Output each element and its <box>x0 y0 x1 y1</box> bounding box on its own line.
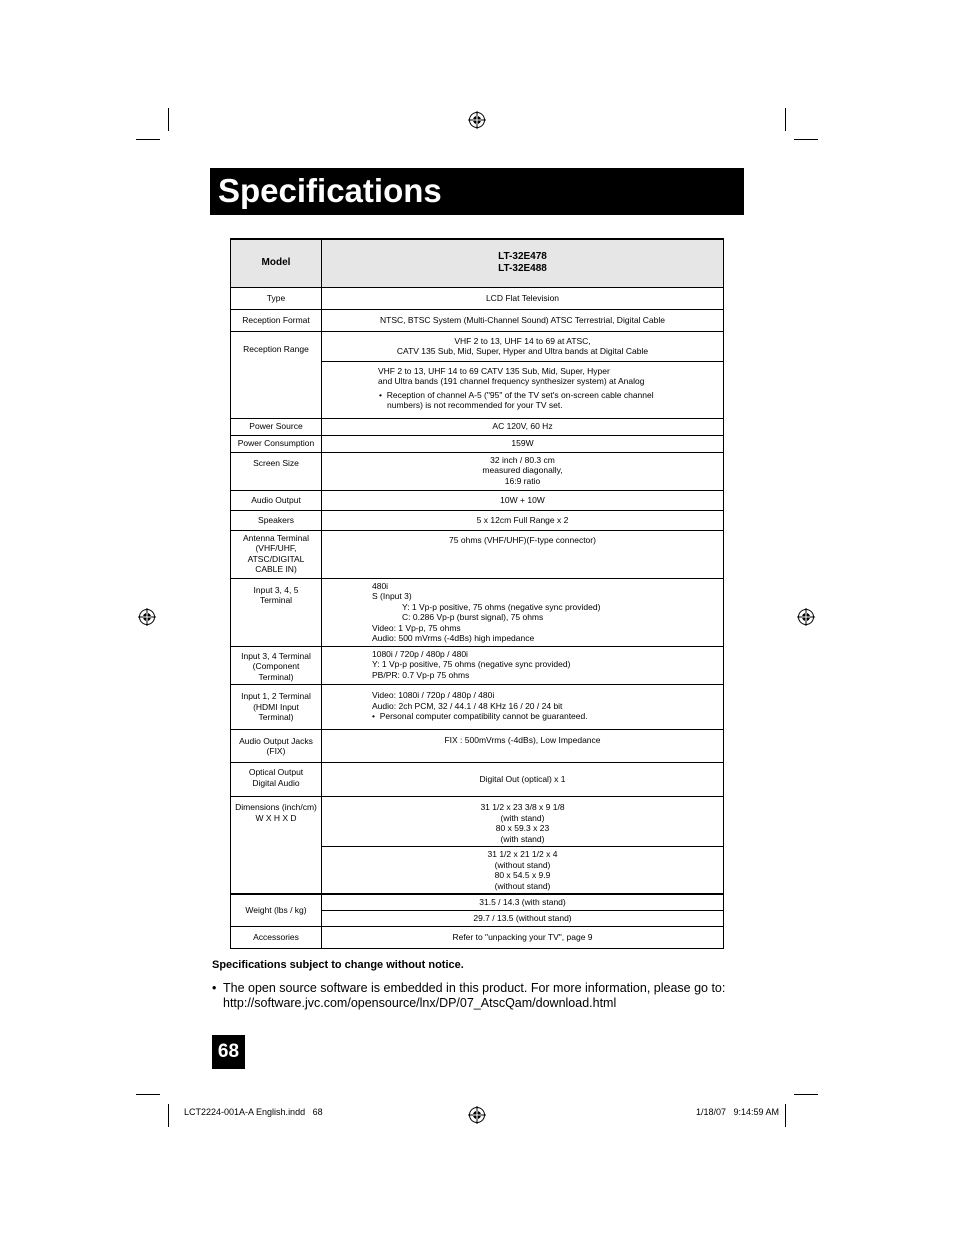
table-row <box>231 894 724 910</box>
row-value: 10W + 10W <box>322 490 724 510</box>
row-label: Antenna Terminal (VHF/UHF, ATSC/DIGITAL CABLE IN) <box>231 530 322 578</box>
open-source-note: • The open source software is embedded in this product. For more information, please go to: http://software.jvc.com/opensource/lnx/DP/07_AtscQam/download.html <box>212 981 752 1011</box>
bullet-icon: • <box>212 981 217 995</box>
registration-mark-icon <box>138 608 156 626</box>
row-label: Dimensions (inch/cm) W X H X D <box>231 797 322 895</box>
title-bar <box>210 168 744 215</box>
table-row <box>231 926 724 948</box>
row-value: 31 1/2 x 23 3/8 x 9 1/8 (with stand) 80 x 59.3 x 23 (with stand) <box>322 797 724 847</box>
crop-mark <box>785 1104 786 1127</box>
change-notice: Specifications subject to change without notice. <box>212 959 464 971</box>
value-line: measured diagonally, <box>482 465 563 475</box>
table-row <box>231 452 724 490</box>
row-value: FIX : 500mVrms (-4dBs), Low Impedance <box>322 730 724 763</box>
row-value: 75 ohms (VHF/UHF)(F-type connector) <box>322 530 724 578</box>
table-row <box>231 435 724 452</box>
crop-mark <box>794 1094 818 1095</box>
row-value: Digital Out (optical) x 1 <box>322 763 724 797</box>
table-row <box>231 331 724 361</box>
row-label: Power Source <box>231 418 322 435</box>
row-value: 5 x 12cm Full Range x 2 <box>322 510 724 530</box>
table-header-row <box>231 239 724 287</box>
row-label: Type <box>231 287 322 309</box>
row-value <box>322 361 724 418</box>
row-label: Audio Output <box>231 490 322 510</box>
row-value: 31.5 / 14.3 (with stand) <box>322 894 724 910</box>
table-row <box>231 530 724 578</box>
value-line: VHF 2 to 13, UHF 14 to 69 CATV 135 Sub, Mid, Super, Hyper <box>378 365 610 376</box>
row-value: 1080i / 720p / 480p / 480i Y: 1 Vp-p positive, 75 ohms (negative sync provided) PB/PR: 0.7 Vp-p 75 ohms <box>322 646 724 685</box>
registration-mark-icon <box>468 111 486 129</box>
table-row <box>231 797 724 847</box>
table-row <box>231 730 724 763</box>
crop-mark <box>168 1104 169 1127</box>
row-value: 159W <box>322 435 724 452</box>
row-value: Video: 1080i / 720p / 480p / 480i Audio: 2ch PCM, 32 / 44.1 / 48 KHz 16 / 20 / 24 bit • Personal computer compatibility cannot be guaranteed. <box>322 685 724 730</box>
row-label: Power Consumption <box>231 435 322 452</box>
page-title: Specifications <box>218 172 442 209</box>
open-source-url: http://software.jvc.com/opensource/lnx/DP/07_AtscQam/download.html <box>223 996 617 1010</box>
value-line: 16:9 ratio <box>504 475 541 486</box>
row-label: Reception Format <box>231 309 322 331</box>
registration-mark-icon <box>468 1106 486 1124</box>
table-row <box>231 309 724 331</box>
row-label: Reception Range <box>231 331 322 418</box>
value-line: VHF 2 to 13, UHF 14 to 69 at ATSC, <box>454 335 591 346</box>
crop-mark <box>136 1094 160 1095</box>
value-line: and Ultra bands (191 channel frequency synthesizer system) at Analog <box>378 376 645 386</box>
footer-timestamp: 1/18/07 9:14:59 AM <box>695 1107 779 1117</box>
page-number: 68 <box>212 1035 245 1069</box>
table-row <box>231 646 724 685</box>
value-line: 32 inch / 80.3 cm <box>490 454 555 465</box>
row-value: NTSC, BTSC System (Multi-Channel Sound) ATSC Terrestrial, Digital Cable <box>322 309 724 331</box>
row-value: Refer to "unpacking your TV", page 9 <box>322 926 724 948</box>
crop-mark <box>794 139 818 140</box>
spec-table <box>230 238 724 949</box>
table-row <box>231 763 724 797</box>
registration-mark-icon <box>797 608 815 626</box>
model-label: Model <box>231 239 322 287</box>
row-value <box>322 452 724 490</box>
row-value: 480i S (Input 3) Y: 1 Vp-p positive, 75 ohms (negative sync provided) C: 0.286 Vp-p (burst signal), 75 ohms Video: 1 Vp-p, 75 ohms Audio: 500 mVrms (-4dBs) high impedance <box>322 578 724 646</box>
row-label: Input 3, 4 Terminal (Component Terminal) <box>231 646 322 685</box>
row-value: AC 120V, 60 Hz <box>322 418 724 435</box>
crop-mark <box>785 108 786 131</box>
table-row <box>231 287 724 309</box>
row-label: Weight (lbs / kg) <box>231 894 322 926</box>
crop-mark <box>168 108 169 131</box>
model-name: LT-32E488 <box>498 263 547 275</box>
value-line: CATV 135 Sub, Mid, Super, Hyper and Ultra bands at Digital Cable <box>396 346 649 356</box>
row-label: Input 1, 2 Terminal (HDMI Input Terminal) <box>231 685 322 730</box>
row-label: Input 3, 4, 5 Terminal <box>231 578 322 646</box>
row-label: Audio Output Jacks (FIX) <box>231 730 322 763</box>
value-note: • Reception of channel A-5 ("95" of the TV set's on-screen cable channel numbers) is not recommended for your TV set. <box>379 389 654 410</box>
row-value: 31 1/2 x 21 1/2 x 4 (without stand) 80 x 54.5 x 9.9 (without stand) <box>322 847 724 895</box>
value-note: • Personal computer compatibility cannot be guaranteed. <box>372 711 588 721</box>
row-label: Screen Size <box>231 452 322 490</box>
model-name: LT-32E478 <box>498 251 547 263</box>
row-label: Accessories <box>231 926 322 948</box>
row-value: 29.7 / 13.5 (without stand) <box>322 910 724 926</box>
table-row <box>231 418 724 435</box>
table-row <box>231 578 724 646</box>
row-label: Speakers <box>231 510 322 530</box>
row-label: Optical Output Digital Audio <box>231 763 322 797</box>
row-value: LCD Flat Television <box>322 287 724 309</box>
crop-mark <box>136 139 160 140</box>
table-row <box>231 510 724 530</box>
footer-file: LCT2224-001A-A English.indd 68 <box>184 1107 323 1117</box>
table-row <box>231 685 724 730</box>
row-value <box>322 331 724 361</box>
model-names <box>322 239 724 287</box>
table-row <box>231 490 724 510</box>
